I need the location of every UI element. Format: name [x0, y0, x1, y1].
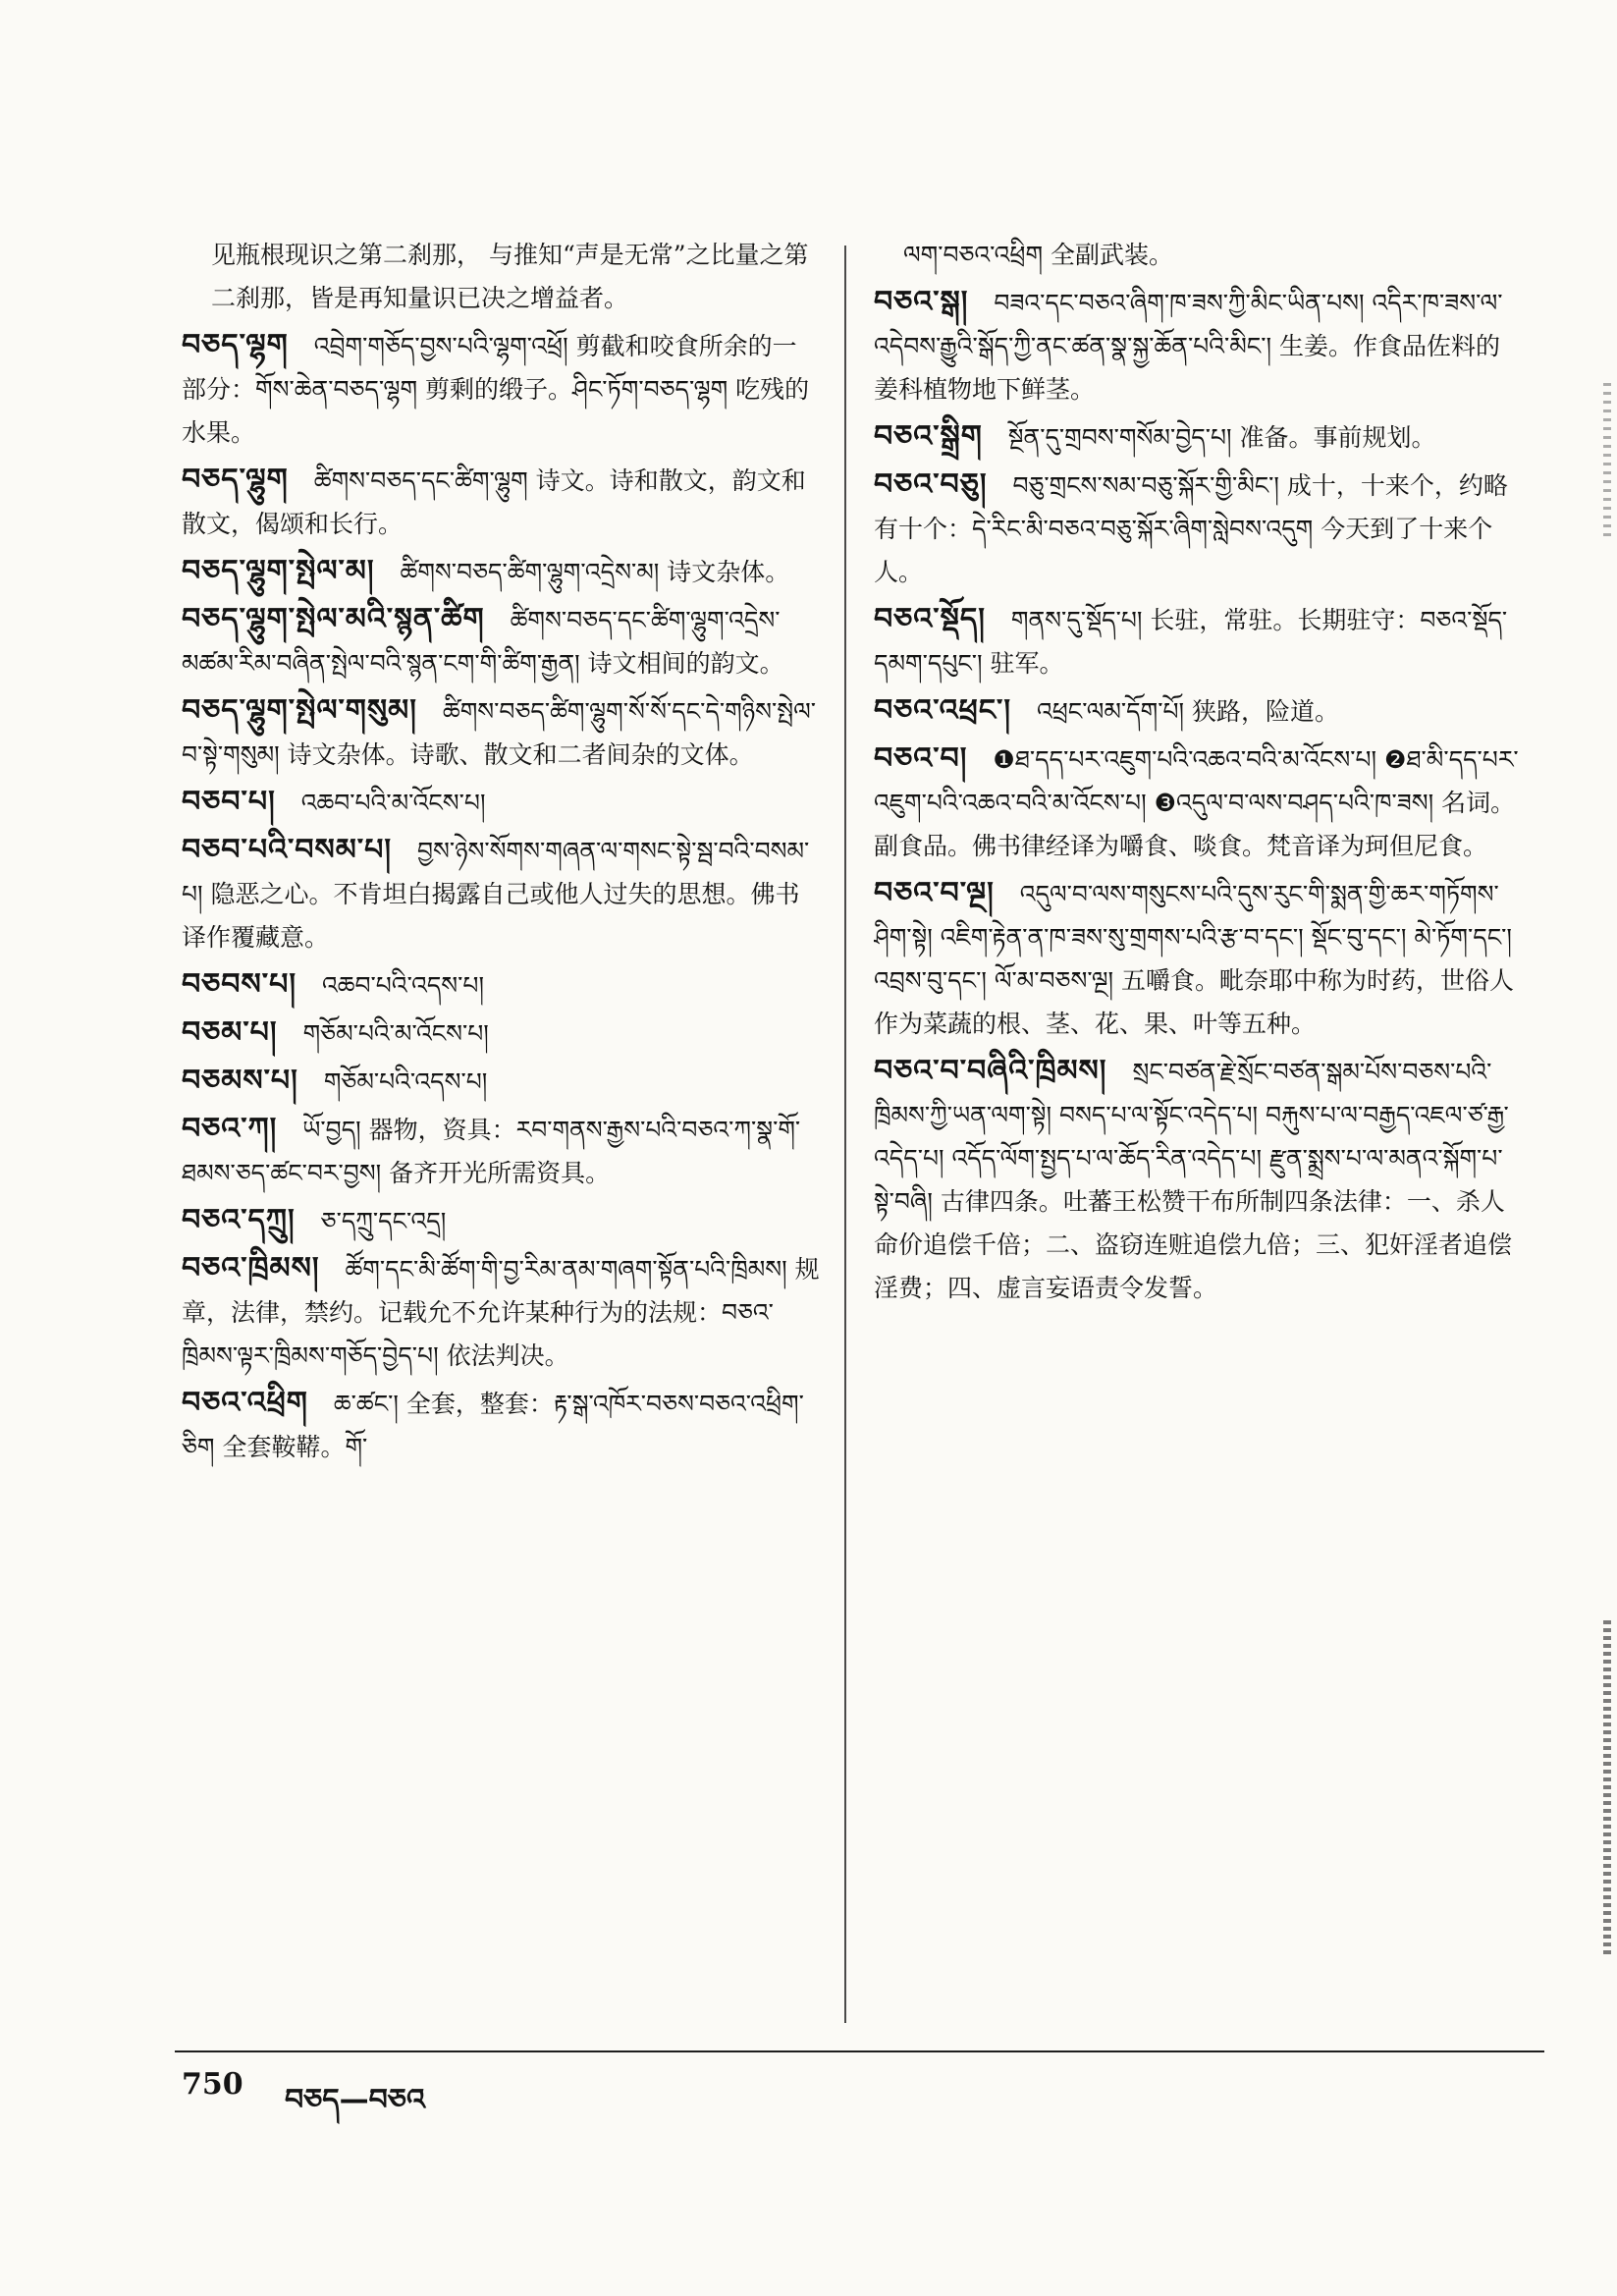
dictionary-entry: [182, 459, 820, 546]
dictionary-entry: [182, 1199, 820, 1243]
entry-definition: ❶ཐ་དད་པར་འཇུག་པའི་འཆའ་བའི་མ་འོངས་པ། ❷ཐ་མི་དད་པར་འཇུག་པའི་འཆའ་བའི་མ་འོངས་པ། ❸འདུལ་བ་ལས་བཤད་པའི་ཁ་ཟས། 名词。副食品。佛书律经译为嚼食、啖食。梵音译为珂但尼食。: [874, 745, 1519, 860]
entry-definition: བཅུ་གྲངས་སམ་བཅུ་སྐོར་གྱི་མིང་། 成十，十来个，约略有十个：དེ་རིང་མི་བཅའ་བཅུ་སྐོར་ཞིག་སླེབས་འདུག 今天到了十来个人。: [874, 471, 1508, 586]
entry-definition: ཆ་ཚང་། 全套，整套：རྟ་སྒ་འཁོར་བཅས་བཅའ་འཕྲིག་ཅིག 全套鞍鞯。གོ་: [182, 1390, 804, 1461]
entry-headword: བཅའ་བ་བཞིའི་ཁྲིམས།: [874, 1054, 1107, 1088]
dictionary-entry: [182, 1060, 820, 1104]
entry-definition: སྔོན་དུ་གྲབས་གསོམ་བྱེད་པ། 准备。事前规划。: [1007, 423, 1436, 452]
dictionary-entry: [182, 1247, 820, 1378]
entry-headword: བཅའ་བ་ལྔ།: [874, 876, 995, 910]
dictionary-entry: [182, 550, 820, 594]
entry-definition: འཆབ་པའི་འདས་པ།: [321, 971, 485, 1000]
scan-edge-marks: [1603, 383, 1611, 540]
entry-headword: བཅའ་འཕྲང་།: [874, 693, 1012, 728]
entry-definition: བཟའ་དང་བཅའ་ཞིག་ཁ་ཟས་ཀྱི་མིང་ཡིན་པས། འདིར་ཁ་ཟས་ལ་འདེབས་རྒྱུའི་སྒོད་ཀྱི་ནང་ཚན་སྣ་སྐྱ་ཆོན་པའི་མིང་། 生姜。作食品佐料的姜科植物地下鲜茎。: [874, 289, 1503, 404]
dictionary-entry: [182, 829, 820, 959]
entry-definition: ལག་བཅའ་འཕྲིག 全副武装。: [903, 241, 1173, 269]
dictionary-entry: [182, 689, 820, 777]
entry-headword: བཅའ་དཀྲུ།: [182, 1203, 296, 1237]
entry-headword: བཅའ་ཁྲིམས།: [182, 1251, 320, 1285]
entry-definition: འདུལ་བ་ལས་གསུངས་པའི་དུས་རུང་གི་སྨན་གྱི་ཆར་གཏོགས་ཤིག་སྟེ། འཇིག་རྟེན་ན་ཁ་ཟས་སུ་གྲགས་པའི་རྩ་བ་དང་། སྡོང་བུ་དང་། མེ་ཏོག་དང་། འབྲས་བུ་དང་། ལོ་མ་བཅས་ལྔ། 五嚼食。毗奈耶中称为时药，世俗人作为菜蔬的根、茎、花、果、叶等五种。: [874, 880, 1514, 1038]
entry-headword: བཅད་ལྷུག: [182, 463, 289, 497]
footer-rule: [175, 2050, 1544, 2052]
dictionary-entry: [874, 598, 1522, 685]
left-column: [182, 234, 820, 2011]
entry-headword: བཅད་ལྷག: [182, 328, 289, 362]
entry-headword: བཅབས་པ།: [182, 967, 296, 1002]
entry-headword: བཅའ་ཀ།: [182, 1112, 278, 1146]
dictionary-entry: [874, 872, 1522, 1046]
entry-definition: ཅ་དཀྲུ་དང་འདྲ།: [320, 1207, 447, 1235]
entry-definition: འཕྲང་ལམ་དོག་པོ། 狭路，险道。: [1037, 697, 1340, 726]
entry-headword: བཅད་ལྷུག་སྤེལ་མའི་སྙན་ཚིག: [182, 602, 485, 636]
dictionary-entry: [874, 464, 1522, 594]
entry-definition: སྲང་བཙན་རྗེ་སྲོང་བཙན་སྒམ་པོས་བཅས་པའི་ཁྲིམས་ཀྱི་ཡན་ལག་སྟེ། བསད་པ་ལ་སྟོང་འདེད་པ། བརྐུས་པ་ལ་བརྒྱད་འཇལ་ཙ་རྒྱ་འདེད་པ། འདོད་ལོག་སྤྱད་པ་ལ་ཆོད་རིན་འདེད་པ། རྫུན་སྨྲས་པ་ལ་མནའ་སྐོག་པ་སྟེ་བཞི། 古律四条。吐蕃王松赞干布所制四条法律：一、杀人命价追偿千倍；二、盗窃连赃追偿九倍；三、犯奸淫者追偿淫费；四、虚言妄语责令发誓。: [874, 1058, 1513, 1302]
entry-definition: འཆབ་པའི་མ་འོངས་པ།: [300, 789, 486, 817]
entry-definition: ཚིགས་བཅད་དང་ཚིག་ལྷུག 诗文。诗和散文，韵文和散文，偈颂和长行。: [182, 466, 806, 538]
dictionary-entry: [874, 415, 1522, 460]
entry-headword: བཅའ་སྡོད།: [874, 602, 986, 636]
entry-definition: ཚིགས་བཅད་དང་ཚིག་ལྷུག་འདྲེས་མཚམ་རིམ་བཞིན་སྤེལ་བའི་སྙན་ངག་གི་ཚིག་རྒྱན། 诗文相间的韵文。: [182, 606, 784, 678]
dictionary-entry: [182, 234, 820, 320]
entry-definition: ཚིགས་བཅད་ཚིག་ལྷུག་སོ་སོ་དང་དེ་གཉིས་སྤེལ་བ་སྟེ་གསུམ། 诗文杂体。诗歌、散文和二者间杂的文体。: [182, 697, 816, 769]
entry-headword: བཅམ་པ།: [182, 1015, 278, 1050]
dictionary-entry: [874, 234, 1522, 277]
entry-headword: བཅད་ལྷུག་སྤེལ་མ།: [182, 554, 375, 588]
dictionary-entry: [182, 1382, 820, 1469]
scan-edge-marks-lower: [1603, 1620, 1611, 1954]
header-range: བཅད—བཅའ: [285, 2083, 425, 2117]
dictionary-entry: [874, 1050, 1522, 1310]
page-number: 750: [182, 2067, 243, 2102]
entry-headword: བཅའ་བ།: [874, 741, 968, 776]
dictionary-entry: [874, 281, 1522, 411]
dictionary-entry: [182, 781, 820, 825]
entry-definition: ཡོ་བྱད། 器物，资具：རབ་གནས་རྒྱས་པའི་བཅའ་ཀ་སྣ་གོ་ཐམས་ཅད་ཚང་བར་བྱས། 备齐开光所需资具。: [182, 1116, 801, 1187]
entry-headword: བཅམས་པ།: [182, 1064, 298, 1098]
dictionary-entry: [874, 689, 1522, 734]
entry-definition: གཅོམ་པའི་མ་འོངས་པ།: [302, 1019, 489, 1048]
entry-headword: བཅའ་འཕྲིག: [182, 1386, 308, 1420]
entry-definition: གནས་དུ་སྡོད་པ། 长驻，常驻。长期驻守：བཅའ་སྡོད་དམག་དཔུང་། 驻军。: [874, 606, 1508, 678]
entry-definition: འབྲེག་གཅོད་བྱས་པའི་ལྷག་འཕྲོ། 剪截和咬食所余的一部分：གོས་ཆེན་བཅད་ལྷག 剪剩的缎子。ཤིང་ཏོག་བཅད་ལྷག 吃残的水果。: [182, 332, 810, 447]
dictionary-entry: [182, 963, 820, 1008]
entry-definition: གཅོམ་པའི་འདས་པ།: [323, 1067, 488, 1096]
dictionary-entry: [182, 1011, 820, 1056]
dictionary-entry: [182, 324, 820, 455]
entry-headword: བཅབ་པ།: [182, 785, 276, 819]
entry-headword: བཅད་ལྷུག་སྤེལ་གསུམ།: [182, 693, 417, 728]
dictionary-entry: [182, 1108, 820, 1195]
entry-definition: ཚོག་དང་མི་ཚོག་གི་བྱ་རིམ་ནམ་གཞག་སྟོན་པའི་ཁྲིམས། 规章，法律，禁约。记载允不允许某种行为的法规：བཅའ་ཁྲིམས་ལྟར་ཁྲིམས་གཅོད་བྱེད་པ། 依法判决。: [182, 1255, 820, 1370]
entry-definition: ཚིགས་བཅད་ཚིག་ལྷུག་འདྲེས་མ། 诗文杂体。: [400, 558, 790, 586]
dictionary-entry: [874, 738, 1522, 868]
column-divider: [844, 246, 846, 2023]
entry-headword: བཅབ་པའི་བསམ་པ།: [182, 833, 392, 867]
dictionary-entry: [182, 598, 820, 685]
entry-definition: 见瓶根现识之第二刹那， 与推知“声是无常”之比量之第二刹那，皆是再知量识已决之增益者。: [211, 241, 809, 312]
entry-definition: བྱས་ཉེས་སོགས་གཞན་ལ་གསང་སྟེ་སྦ་བའི་བསམ་པ། 隐恶之心。不肯坦白揭露自己或他人过失的思想。佛书译作覆藏意。: [182, 837, 810, 952]
right-column: [874, 234, 1522, 2011]
entry-headword: བཅའ་སྒྲིག: [874, 419, 983, 454]
entry-headword: བཅའ་སྒ།: [874, 285, 969, 319]
entry-headword: བཅའ་བཅུ།: [874, 467, 988, 502]
